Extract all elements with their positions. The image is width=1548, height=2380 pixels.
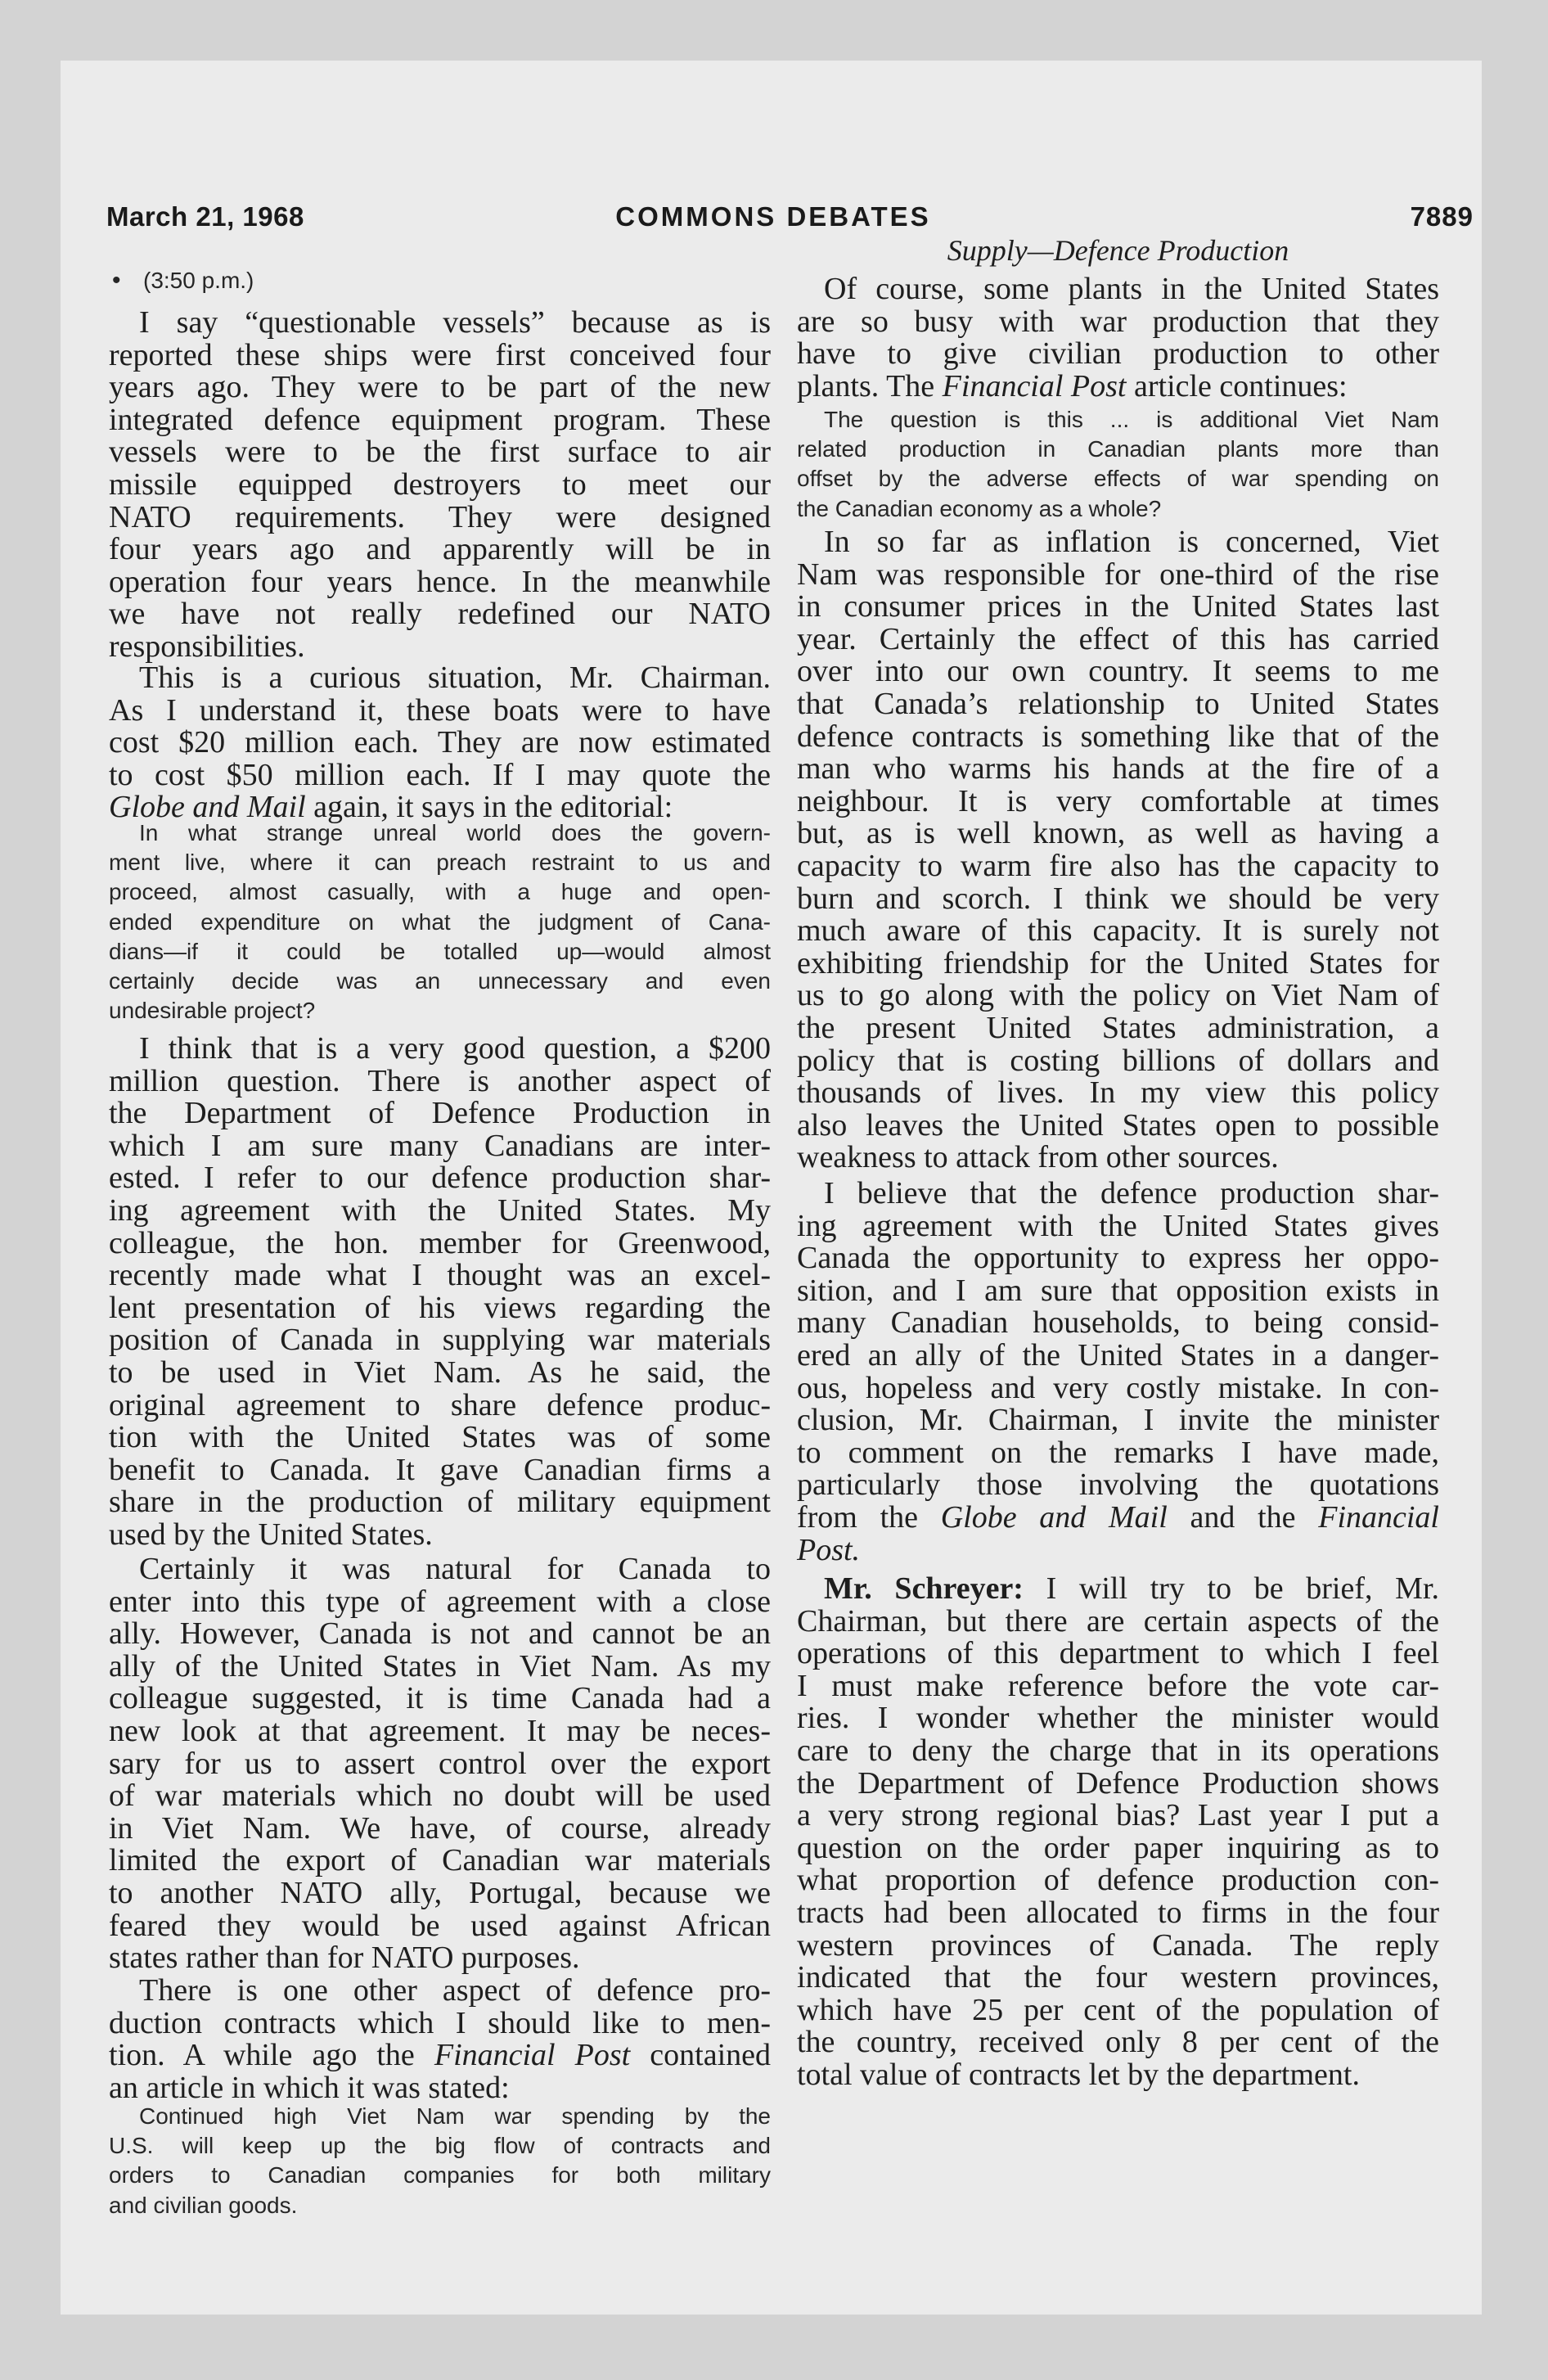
text-line: over into our own country. It seems to me (797, 654, 1439, 689)
text-line: The question is this ... is additional Viet Nam (824, 407, 1439, 432)
speaker-name: Mr. Schreyer: (824, 1571, 1024, 1606)
text-line: clusion, Mr. Chairman, I invite the minister (797, 1403, 1439, 1438)
running-head: Supply—Defence Production (947, 234, 1289, 267)
text-line: vessels were to be the first surface to air (109, 435, 771, 470)
text-line: Of course, some plants in the United States (824, 272, 1439, 306)
italic-title: Financial Post (942, 368, 1127, 403)
text-run: I will try to be brief, Mr. (1023, 1571, 1440, 1606)
text-line: used by the United States. (109, 1517, 433, 1552)
time-stamp-text: (3:50 p.m.) (143, 268, 254, 293)
text-line: share in the production of military equipment (109, 1485, 771, 1520)
text-line: ment live, where it can preach restraint to us and (109, 850, 771, 876)
text-line: years ago. They were to be part of the new (109, 370, 771, 405)
text-line: states rather than for NATO purposes. (109, 1941, 580, 1976)
text-line: orders to Canadian companies for both military (109, 2162, 771, 2188)
text-line: defence contracts is something like that of the (797, 719, 1439, 754)
text-line: that Canada’s relationship to United States (797, 686, 1439, 721)
italic-title: Globe and Mail (940, 1499, 1168, 1535)
text-line: colleague suggested, it is time Canada had a (109, 1681, 771, 1716)
bullet-icon: • (112, 267, 121, 294)
text-line: Continued high Viet Nam war spending by the (139, 2103, 771, 2129)
text-line: undesirable project? (109, 998, 316, 1024)
right-column (797, 0, 1439, 2380)
paragraph (109, 1033, 771, 1552)
text-line: Nam was responsible for one-third of the rise (797, 557, 1439, 592)
text-line: to another NATO ally, Portugal, because we (109, 1875, 771, 1910)
text-line: exhibiting friendship for the United States for (797, 945, 1439, 980)
text-line: but, as is well known, as well as having a (797, 816, 1439, 851)
page-number: 7889 (1410, 201, 1474, 232)
text-line: related production in Canadian plants more than (797, 436, 1439, 462)
text-line: an article in which it was stated: (109, 2070, 510, 2105)
text-line: of war materials which no doubt will be used (109, 1778, 771, 1814)
header-date: March 21, 1968 (106, 201, 304, 232)
text-line: dians—if it could be totalled up—would almost (109, 938, 771, 964)
text-line: ing agreement with the United States gives (797, 1208, 1439, 1243)
text-line: ing agreement with the United States. My (109, 1192, 771, 1228)
text-line: in consumer prices in the United States last (797, 589, 1439, 624)
text-line: to comment on the remarks I have made, (797, 1435, 1439, 1470)
left-column (109, 0, 771, 2380)
paragraph (109, 307, 771, 664)
text-line (797, 1532, 1439, 1567)
text-line: I must make reference before the vote car- (797, 1668, 1439, 1703)
text-line: sary for us to assert control over the export (109, 1746, 771, 1781)
text-line: have to give civilian production to other (797, 336, 1439, 372)
text-line (797, 1573, 1439, 1606)
text-run: again, it says in the editorial: (305, 790, 673, 825)
text-line: recently made what I thought was an excel- (109, 1258, 771, 1293)
text-line (797, 1499, 1439, 1535)
text-line: duction contracts which I should like to men- (109, 2005, 771, 2040)
text-line: reported these ships were first conceived four (109, 337, 771, 372)
text-line: In so far as inflation is concerned, Viet (824, 525, 1439, 559)
text-line: the Department of Defence Production shows (797, 1765, 1439, 1801)
text-line: year. Certainly the effect of this has carried (797, 621, 1439, 656)
text-line: capacity to warm fire also has the capacity to (797, 848, 1439, 883)
text-run: article continues: (1126, 368, 1348, 403)
text-line: There is one other aspect of defence pro- (139, 1973, 771, 2008)
text-line: ested. I refer to our defence production shar- (109, 1161, 771, 1196)
text-line: policy that is costing billions of dollars and (797, 1043, 1439, 1078)
text-line: and civilian goods. (109, 2192, 298, 2218)
text-line: I say “questionable vessels” because as is (139, 305, 771, 340)
text-line: in Viet Nam. We have, of course, already (109, 1810, 771, 1846)
text-line: million question. There is another aspect of (109, 1063, 771, 1098)
text-line: much aware of this capacity. It is surely not (797, 913, 1439, 949)
text-line: question on the order paper inquiring as to (797, 1830, 1439, 1865)
text-run: contained (630, 2038, 772, 2073)
time-stamp (112, 266, 771, 295)
text-line: indicated that the four western provinces, (797, 1960, 1439, 1995)
block-quote (109, 818, 771, 1025)
text-line: total value of contracts let by the department. (797, 2057, 1360, 2092)
paragraph (797, 1178, 1439, 1566)
text-run: plants. The (797, 368, 943, 403)
text-line: four years ago and apparently will be in (109, 532, 771, 567)
italic-title: Financial (1318, 1499, 1439, 1535)
text-line: particularly those involving the quotations (797, 1467, 1439, 1503)
text-line: tion with the United States was of some (109, 1420, 771, 1455)
text-line: lent presentation of his views regarding the (109, 1290, 771, 1325)
speaker-paragraph (797, 1573, 1439, 2092)
text-line: the Department of Defence Production in (109, 1096, 771, 1131)
text-line: feared they would be used against African (109, 1908, 771, 1943)
text-line: ered an ally of the United States in a danger- (797, 1337, 1439, 1373)
paragraph (109, 662, 771, 824)
text-line: U.S. will keep up the big flow of contracts and (109, 2133, 771, 2159)
text-line: ous, hopeless and very costly mistake. In con- (797, 1370, 1439, 1405)
text-line: us to go along with the policy on Viet Nam of (797, 978, 1439, 1013)
text-line: proceed, almost casually, with a huge and open- (109, 879, 771, 905)
text-line: Certainly it was natural for Canada to (139, 1552, 771, 1586)
text-line: This is a curious situation, Mr. Chairman. (139, 660, 771, 695)
paragraph (109, 1975, 771, 2104)
text-line: neighbour. It is very comfortable at times (797, 783, 1439, 818)
text-run: from the (797, 1499, 941, 1535)
text-line: ended expenditure on what the judgment of Cana- (109, 908, 771, 935)
text-line: are so busy with war production that they (797, 304, 1439, 339)
text-line: integrated defence equipment program. These (109, 402, 771, 437)
text-line (109, 2040, 771, 2072)
text-line: a very strong regional bias? Last year I put a (797, 1798, 1439, 1833)
text-line: which I am sure many Canadians are inter- (109, 1128, 771, 1163)
text-line: Canada the opportunity to express her oppo- (797, 1241, 1439, 1276)
text-line: operations of this department to which I feel (797, 1636, 1439, 1671)
text-line: ries. I wonder whether the minister would (797, 1701, 1439, 1736)
text-line: missile equipped destroyers to meet our (109, 467, 771, 502)
text-line: new look at that agreement. It may be neces- (109, 1713, 771, 1748)
text-line: NATO requirements. They were designed (109, 499, 771, 534)
text-line: which have 25 per cent of the population of (797, 1992, 1439, 2027)
text-line: certainly decide was an unnecessary and even (109, 968, 771, 994)
text-line: to cost $50 million each. If I may quote the (109, 757, 771, 792)
block-quote (797, 405, 1439, 524)
text-line: to be used in Viet Nam. As he said, the (109, 1355, 771, 1390)
italic-title: Financial Post (434, 2038, 631, 2073)
text-line: limited the export of Canadian war materials (109, 1843, 771, 1878)
text-line: we have not really redefined our NATO (109, 597, 771, 632)
text-line: I think that is a very good question, a $200 (139, 1031, 771, 1066)
text-line: sition, and I am sure that opposition exists in (797, 1273, 1439, 1308)
text-line: the present United States administration, a (797, 1010, 1439, 1045)
block-quote (109, 2102, 771, 2220)
paragraph (797, 526, 1439, 1174)
text-line: what proportion of defence production con- (797, 1863, 1439, 1898)
text-line: ally. However, Canada is not and cannot be an (109, 1616, 771, 1652)
text-line: weakness to attack from other sources. (797, 1140, 1279, 1175)
text-line: tracts had been allocated to firms in the four (797, 1895, 1439, 1930)
text-line: thousands of lives. In my view this policy (797, 1075, 1439, 1111)
text-line: Chairman, but there are certain aspects of the (797, 1603, 1439, 1639)
text-line: position of Canada in supplying war materials (109, 1323, 771, 1358)
text-line: offset by the adverse effects of war spending on (797, 466, 1439, 492)
text-line: original agreement to share defence produc- (109, 1387, 771, 1422)
text-line: cost $20 million each. They are now estimated (109, 725, 771, 760)
header-title: COMMONS DEBATES (615, 201, 931, 232)
text-line: As I understand it, these boats were to have (109, 692, 771, 728)
text-line (797, 368, 1439, 403)
text-line: colleague, the hon. member for Greenwood, (109, 1225, 771, 1260)
text-line: enter into this type of agreement with a close (109, 1584, 771, 1619)
text-line: benefit to Canada. It gave Canadian firms a (109, 1452, 771, 1487)
text-line: responsibilities. (109, 629, 305, 664)
text-run: and the (1167, 1499, 1319, 1535)
text-line: I believe that the defence production shar- (824, 1176, 1439, 1210)
text-run: tion. A while ago the (109, 2038, 434, 2073)
text-line: man who warms his hands at the fire of a (797, 751, 1439, 787)
text-line: care to deny the charge that in its operations (797, 1733, 1439, 1768)
italic-title: Post. (797, 1532, 861, 1567)
italic-title: Globe and Mail (109, 790, 306, 825)
text-line: the Canadian economy as a whole? (797, 495, 1162, 521)
text-line: many Canadian households, to being consid- (797, 1305, 1439, 1341)
paragraph (797, 273, 1439, 403)
text-line: operation four years hence. In the meanwhile (109, 564, 771, 599)
text-line: In what strange unreal world does the govern- (139, 820, 771, 845)
text-line: burn and scorch. I think we should be very (797, 881, 1439, 916)
text-line: also leaves the United States open to possible (797, 1107, 1439, 1143)
text-line: the country, received only 8 per cent of the (797, 2025, 1439, 2060)
text-line: ally of the United States in Viet Nam. As my (109, 1648, 771, 1684)
paragraph (109, 1553, 771, 1975)
text-line: western provinces of Canada. The reply (797, 1927, 1439, 1963)
